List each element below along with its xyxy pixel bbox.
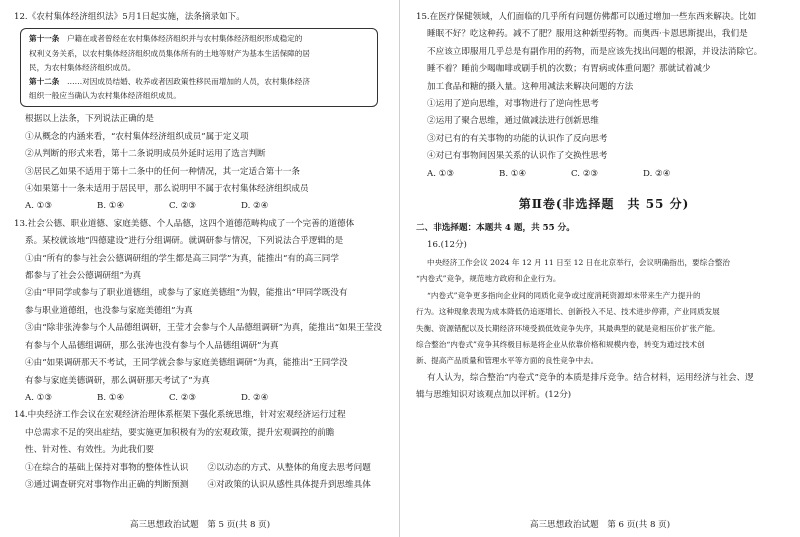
q13-item-2-cont: 参与职业道德组，也没参与家庭美德组”为真 <box>25 305 193 316</box>
q15-stem-line: 15.在医疗保健领域，人们面临的几乎所有问题仿佛都可以通过增加一些东西来解决。比如 <box>416 12 757 22</box>
page-footer-6: 高三思想政治试题 第 6 页(共 8 页) <box>529 520 671 530</box>
q16-prompt-line: 辑与思维知识对该观点加以评析。(12分) <box>416 390 572 401</box>
q12-question: 根据以上法条，下列说法正确的是 <box>25 114 154 125</box>
law-line: 第十一条 户籍在或者曾经在农村集体经济组织并与农村集体经济组织形成稳定的 <box>29 34 303 44</box>
q13-stem-line: 系。某校就该地“四德建设”进行分组调研。就调研参与情况，下列说法合乎逻辑的是 <box>25 236 344 247</box>
q15-item-4: ④对已有事物间因果关系的认识作了交换性思考 <box>427 151 608 162</box>
q14-items-row <box>14 477 390 494</box>
q16-number: 16.(12分) <box>427 240 467 251</box>
q12-option-a[interactable]: A. ①③ <box>25 201 53 212</box>
q15-stem-line: 睡不着？睡前少喝咖啡或刷手机的次数；有胃病或体重问题？那就试着减少 <box>427 64 711 75</box>
law-line: 民，为农村集体经济组织成员。 <box>29 62 136 72</box>
q12-law-excerpt-box <box>20 28 378 107</box>
q12-item-2: ②从判断的形式来看，第十二条说明成员外延时运用了选言判断 <box>25 149 266 160</box>
law-line: 组织一般应当确认为农村集体经济组织成员。 <box>29 91 181 101</box>
q15-option-b[interactable]: B. ①④ <box>499 168 527 179</box>
q12-item-4: ④如果第十一条未适用于居民甲，那么说明甲不属于农村集体经济组织成员 <box>25 184 309 195</box>
q16-para2-line: 综合整治“内卷式”竞争其终极目标是将企业从依靠价格和规模内卷，转变为通过技术创 <box>416 339 705 349</box>
q15-stem-line: 加工食品和糖的摄入量。这种用减法来解决问题的方法 <box>427 81 634 92</box>
q15-stem-line: 睡眠不好？吃这种药。减不了肥？服用这种新型药物。而奥西·卡恩思斯提出，我们是 <box>427 29 748 40</box>
q15-options <box>416 166 792 183</box>
law-line: 第十二条 ……对因成员结婚、收养或者因政策性移民而增加的人员，农村集体经济 <box>29 77 310 87</box>
q15-stem-line: 不应该立即服用几乎总是有副作用的药物，而是应该先找出问题的根源，并设法消除它。 <box>427 46 763 57</box>
q15-option-d[interactable]: D. ②④ <box>643 168 671 179</box>
q13-option-d[interactable]: D. ②④ <box>241 392 269 403</box>
q13-option-c[interactable]: C. ②③ <box>169 392 197 403</box>
part2-heading: 二、非选择题：本题共 4 题，共 55 分。 <box>416 223 575 234</box>
law-line: 权利义务关系，以农村集体经济组织成员集体所有的土地等财产为基本生活保障的居 <box>29 48 310 58</box>
q14-stem-line: 中总需求不足的突出症结，要实施更加积极有为的宏观政策，提升宏观调控的前瞻 <box>25 427 335 438</box>
q15-option-c[interactable]: C. ②③ <box>571 168 599 179</box>
q14-item-3: ③通过调查研究对事物作出正确的判断预测 <box>25 479 189 490</box>
q16-para2-line: 新、提高产品质量和管理水平等方面的良性竞争中去。 <box>416 356 599 366</box>
q13-item-1-cont: 都参与了社会公德调研组”为真 <box>25 271 142 282</box>
q14-items-row <box>14 460 390 477</box>
q12-option-c[interactable]: C. ②③ <box>169 201 197 212</box>
q16-para2-line: 行为。这种现象表现为成本降低仍追逐增长、创新投入不足、技术进步停滞，产业同质发展 <box>416 307 720 317</box>
q12-item-3: ③居民乙如果不适用于第十二条中的任何一种情况，其一定适合第十一条 <box>25 166 301 177</box>
q15-item-3: ③对已有的有关事物的功能的认识作了反向思考 <box>427 133 608 144</box>
q12-option-d[interactable]: D. ②④ <box>241 201 269 212</box>
q14-stem-line: 性、针对性、有效性。为此我们要 <box>25 445 154 456</box>
q16-para2-line: “内卷式”竞争更多指向企业间的同质化竞争或过度消耗资源却未带来生产力提升的 <box>427 290 701 300</box>
q14-item-1: ①在综合的基础上保持对事物的整体性认识 <box>25 462 189 473</box>
q12-item-1: ①从概念的内涵来看，“农村集体经济组织成员”属于定义项 <box>25 131 249 142</box>
q16-para1-line: “内卷式”竞争，规范地方政府和企业行为。 <box>416 274 561 284</box>
section-ii-title: 第Ⅱ卷(非选择题 共 55 分) <box>518 197 690 212</box>
q13-item-1: ①由“所有的参与社会公德调研组的学生都是高三同学”为真，能推出“有的高三同学 <box>25 253 339 264</box>
q13-item-3: ③由“除非张涛参与个人品德组调研，王莹才会参与个人品德组调研”为真，能推出“如果王莹没有参与个人品德组调研，那么张涛也没有参与个人品德组调研”为真 <box>25 323 382 351</box>
q13-options <box>14 390 390 407</box>
q15-item-1: ①运用了逆向思维，对事物进行了逆向性思考 <box>427 99 599 110</box>
q13-item-4: ④由“如果调研那天不考试，王同学就会参与家庭美德组调研”为真，能推出“王同学没 <box>25 358 348 369</box>
q13-item-2: ②由“甲同学或参与了职业道德组，或参与了家庭美德组”为假，能推出“甲同学既没有 <box>25 288 348 299</box>
q15-item-2: ②运用了聚合思维，通过做减法进行创新思维 <box>427 116 599 127</box>
q13-option-b[interactable]: B. ①④ <box>97 392 125 403</box>
exam-page-6 <box>400 0 800 537</box>
q12-option-b[interactable]: B. ①④ <box>97 201 125 212</box>
q14-item-2: ②以动态的方式、从整体的角度去思考问题 <box>207 462 371 473</box>
q13-option-a[interactable]: A. ①③ <box>25 392 53 403</box>
q16-prompt-line: 有人认为，综合整治“内卷式”竞争的本质是排斥竞争。结合材料，运用经济与社会、逻 <box>427 372 754 383</box>
q13-item-4-cont: 有参与家庭美德调研，那么调研那天考试了”为真 <box>25 375 210 386</box>
q14-item-4: ④对政策的认识从感性具体提升到思维具体 <box>207 479 371 490</box>
page-footer-5: 高三思想政治试题 第 5 页(共 8 页) <box>129 520 271 530</box>
q12-stem: 12.《农村集体经济组织法》5月1日起实施，法条摘录如下。 <box>14 12 245 22</box>
q12-options <box>14 198 390 215</box>
q16-para2-line: 失衡、资源错配以及长期经济环境受损低效竞争失序，其最典型的就是竞相压价扩张产能。 <box>416 323 720 333</box>
q16-para1-line: 中央经济工作会议 2024 年 12 月 11 日至 12 日在北京举行，会议明确指出，要综合整治 <box>427 257 731 267</box>
q14-stem-line: 14.中央经济工作会议在宏观经济治理体系框架下强化系统思维，针对宏观经济运行过程 <box>14 410 346 421</box>
q15-option-a[interactable]: A. ①③ <box>427 168 455 179</box>
q13-stem-line: 13.社会公德、职业道德、家庭美德、个人品德，这四个道德范畴构成了一个完善的道德体 <box>14 218 355 229</box>
